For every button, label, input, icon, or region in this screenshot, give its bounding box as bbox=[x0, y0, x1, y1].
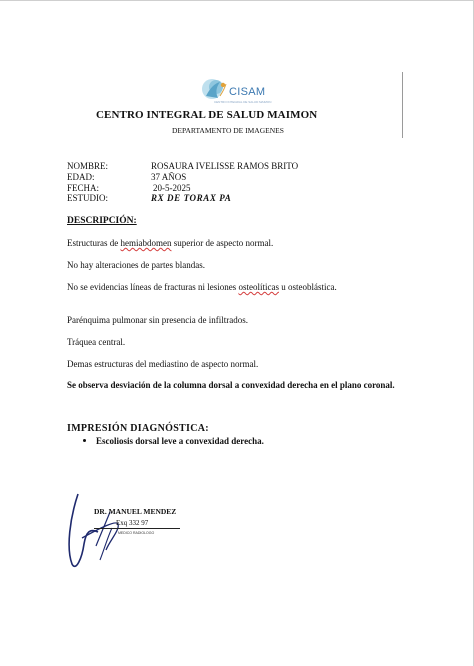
description-paragraph-1 bbox=[67, 238, 407, 249]
signature-title: MEDICO RADIOLOGO bbox=[118, 531, 155, 535]
impression-item: Escoliosis dorsal leve a convexidad derecha. bbox=[83, 436, 264, 446]
p3-text-c: u osteoblástica. bbox=[278, 282, 337, 292]
patient-age-value: 37 AÑOS bbox=[151, 172, 187, 182]
patient-age-label: EDAD: bbox=[67, 172, 95, 182]
logo-subtext: CENTRO INTEGRAL DE SALUD MAIMON bbox=[214, 100, 272, 104]
description-paragraph-2: No hay alteraciones de partes blandas. bbox=[67, 260, 205, 270]
impression-title: IMPRESIÓN DIAGNÓSTICA: bbox=[67, 423, 209, 434]
description-paragraph-4: Parénquima pulmonar sin presencia de infiltrados. bbox=[67, 315, 248, 325]
patient-name-value: ROSAURA IVELISSE RAMOS BRITO bbox=[151, 161, 299, 171]
header-divider-line bbox=[402, 72, 403, 138]
p3-text-a: No se evidencias líneas de fracturas ni lesiones bbox=[67, 282, 239, 292]
institution-name: CENTRO INTEGRAL DE SALUD MAIMON bbox=[96, 109, 318, 121]
p1-text-a: Estructuras de bbox=[67, 238, 121, 248]
page-top-edge bbox=[0, 0, 474, 1]
study-value: RX DE TORAX PA bbox=[151, 193, 232, 203]
exam-date-label: FECHA: bbox=[67, 183, 100, 193]
exam-date-value: 20-5-2025 bbox=[153, 183, 191, 193]
description-paragraph-7: Se observa desviación de la columna dorsal a convexidad derecha en el plano coronal. bbox=[67, 380, 395, 390]
p1-text-c: superior de aspecto normal. bbox=[171, 238, 274, 248]
impression-list bbox=[83, 436, 264, 446]
signature-code: Exq 332 97 bbox=[116, 519, 149, 527]
description-title: DESCRIPCIÓN: bbox=[67, 216, 137, 226]
patient-name-label: NOMBRE: bbox=[67, 161, 109, 171]
p1-text-b: hemiabdomen bbox=[120, 238, 172, 248]
study-label: ESTUDIO: bbox=[67, 193, 108, 203]
p3-text-b: osteolíticas bbox=[238, 282, 279, 292]
description-paragraph-5: Tráquea central. bbox=[67, 337, 126, 347]
description-paragraph-3 bbox=[67, 282, 407, 293]
signature-name: DR. MANUEL MENDEZ bbox=[94, 507, 177, 516]
logo-text: CISAM bbox=[229, 86, 266, 98]
department-name: DEPARTAMENTO DE IMAGENES bbox=[172, 126, 284, 135]
signature-line bbox=[94, 528, 180, 529]
description-paragraph-6: Demas estructuras del mediastino de aspecto normal. bbox=[67, 359, 259, 369]
